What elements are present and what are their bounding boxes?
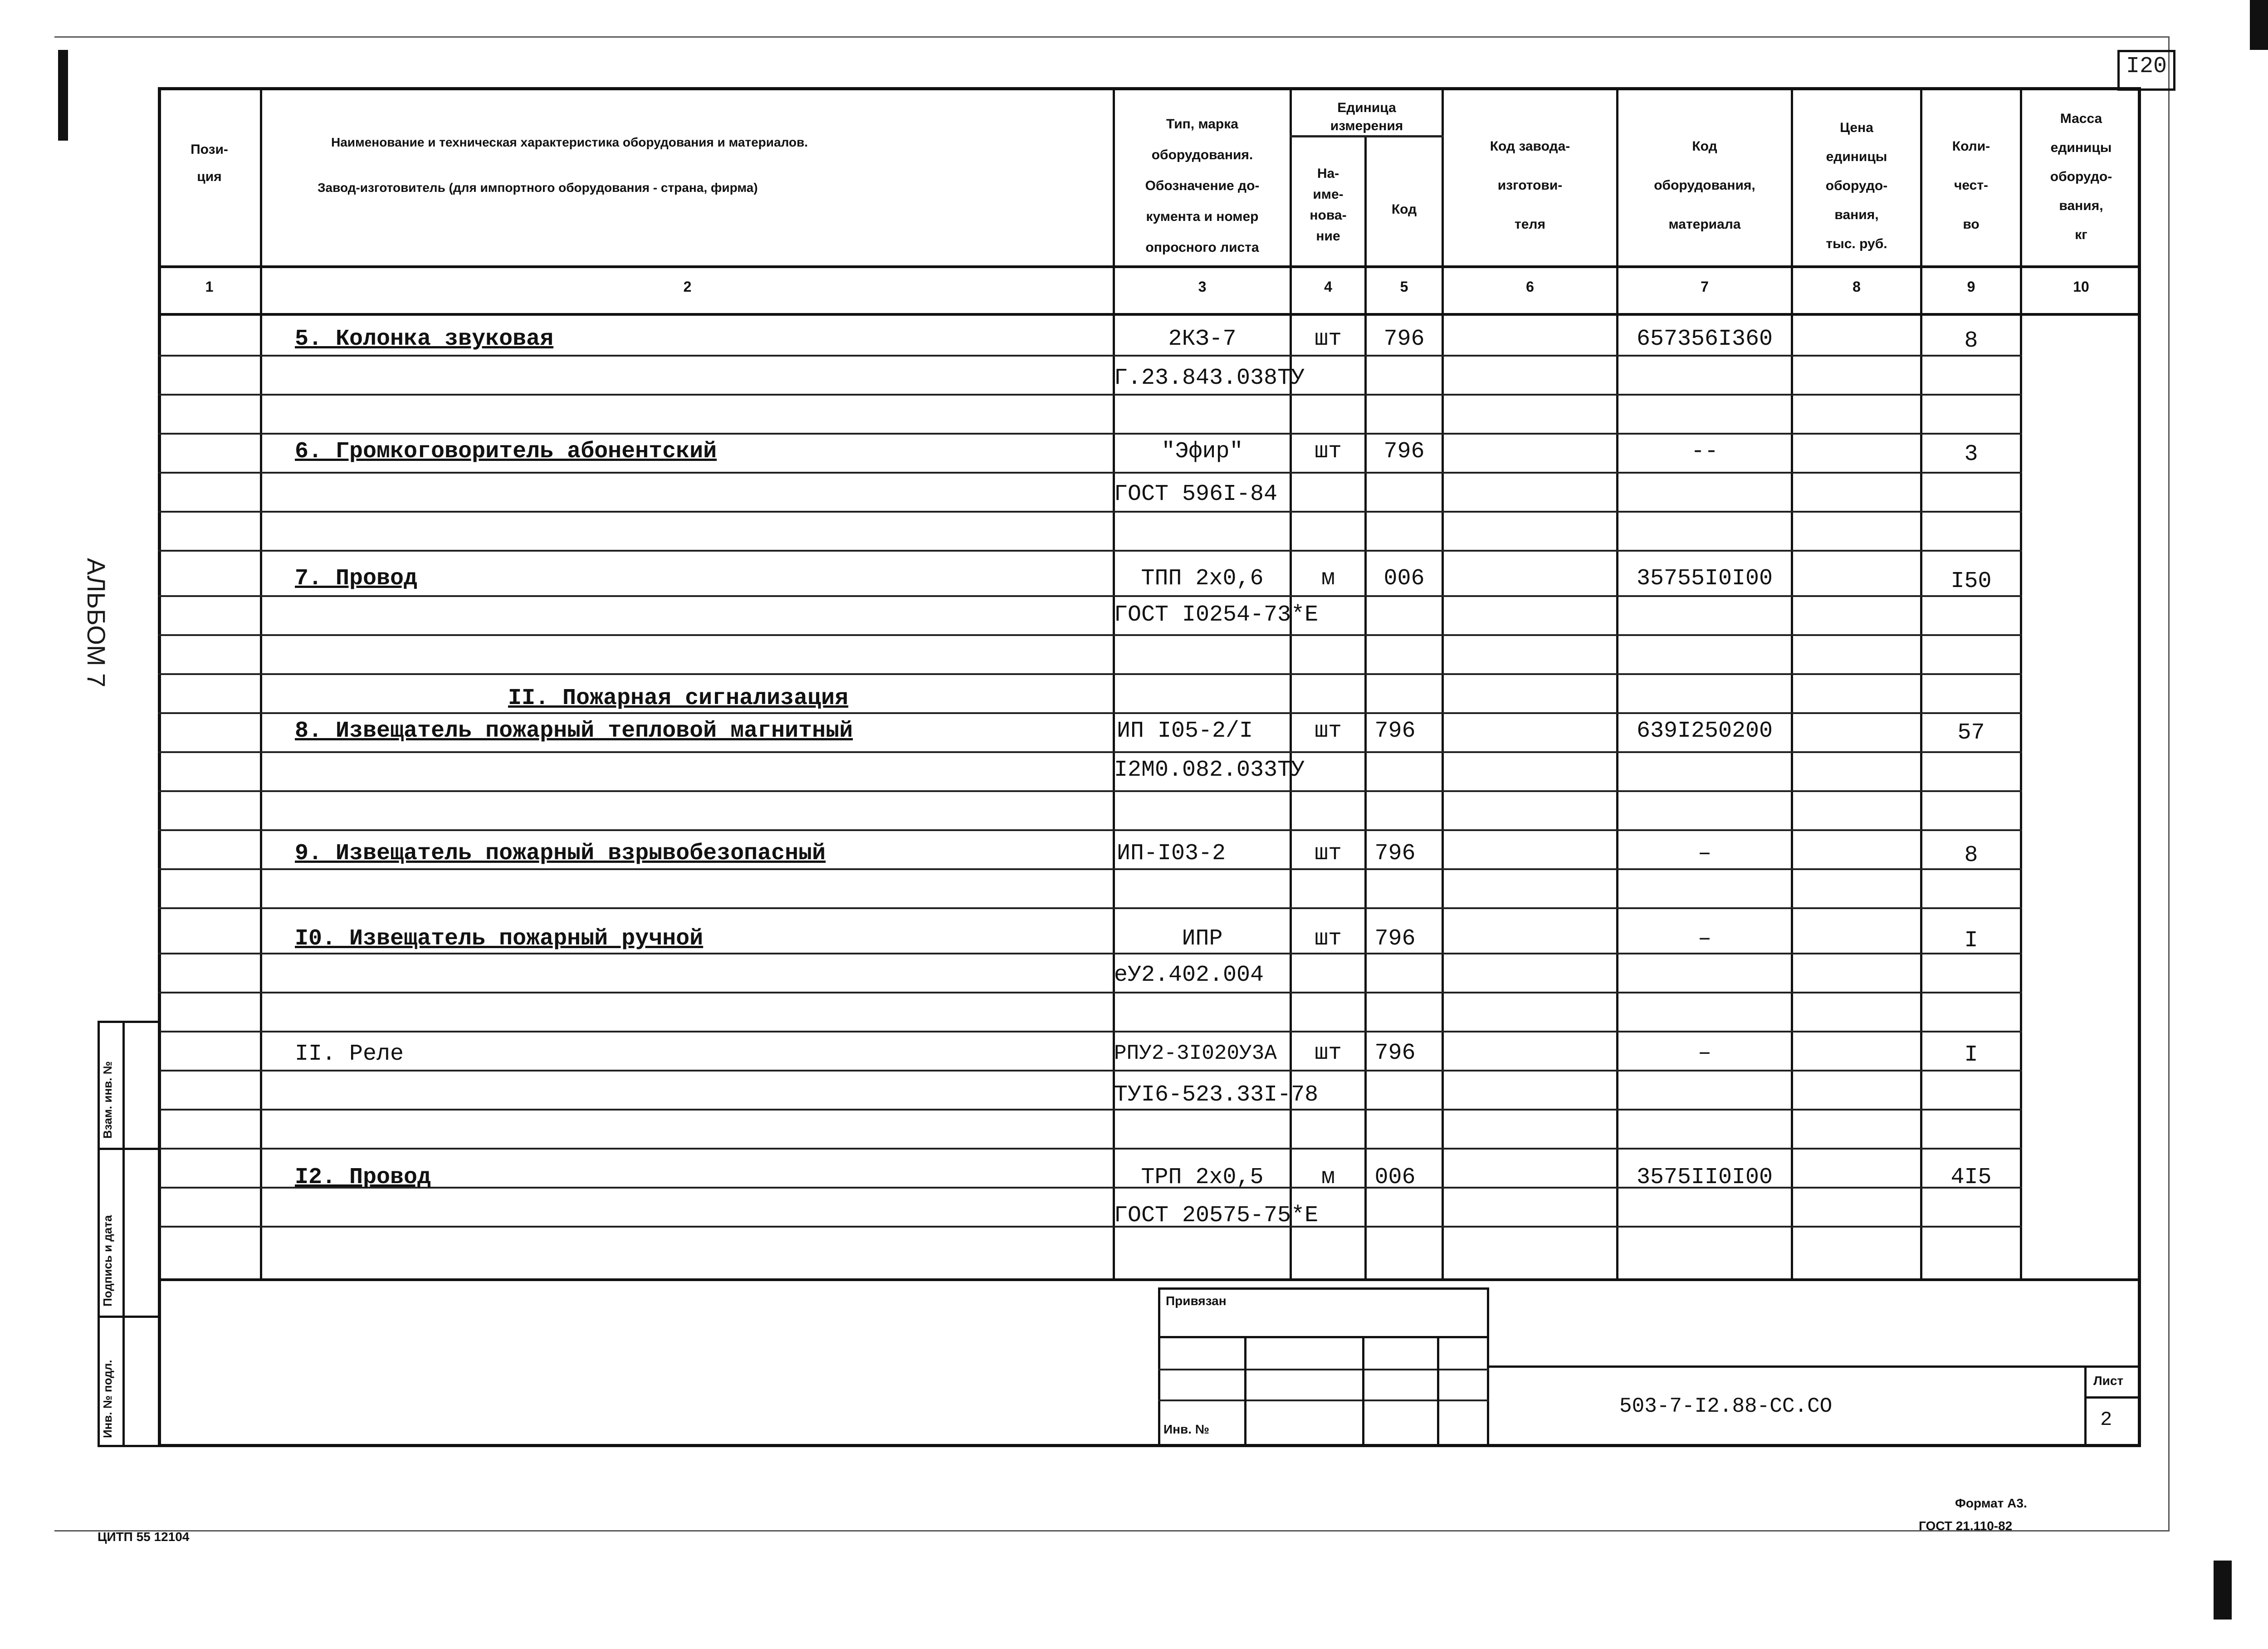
row12-code: 006	[1374, 1165, 1416, 1190]
colnum-8: 8	[1853, 279, 1861, 295]
footer-gost: ГОСТ 21.110-82	[1919, 1519, 2013, 1533]
row8-equip-code: 639I250200	[1636, 718, 1773, 744]
row11-unit: шт	[1314, 1040, 1342, 1066]
doc-code: 503-7-I2.88-СС.СО	[1619, 1395, 1833, 1418]
row10-qty: I	[1964, 928, 1978, 954]
colnum-4: 4	[1324, 279, 1332, 295]
row10-code: 796	[1374, 926, 1416, 952]
row6-equip-code: --	[1691, 439, 1718, 465]
footer-format: Формат А3.	[1955, 1496, 2027, 1510]
row7-equip-code: 35755I0I00	[1636, 566, 1773, 592]
row7-qty: I50	[1950, 568, 1992, 594]
row5-unit: шт	[1314, 326, 1342, 352]
row8-qty: 57	[1957, 720, 1985, 746]
colnum-1: 1	[205, 279, 214, 295]
row10-name: I0. Извещатель пожарный ручной	[295, 926, 704, 952]
row6-type1: "Эфир"	[1161, 439, 1243, 465]
header-col4-5-group: Единица измерения	[1330, 100, 1403, 133]
row11-equip-code: –	[1697, 1040, 1711, 1066]
row6-code: 796	[1383, 439, 1425, 465]
row9-type1: ИП-I03-2	[1117, 841, 1226, 866]
row11-qty: I	[1964, 1042, 1978, 1068]
row10-type2: еУ2.402.004	[1114, 962, 1264, 988]
row8-type2: I2М0.082.033ТУ	[1114, 757, 1305, 783]
header-col6: Код завода- изготови- теля	[1490, 139, 1570, 232]
colnum-10: 10	[2073, 279, 2089, 295]
colnum-7: 7	[1701, 279, 1709, 295]
row9-code: 796	[1374, 841, 1416, 866]
side-stamp-podpis: Подпись и дата	[101, 1215, 114, 1306]
header-col9: Коли- чест- во	[1952, 139, 1990, 232]
row5-name: 5. Колонка звуковая	[295, 326, 554, 352]
row5-type1: 2КЗ-7	[1168, 326, 1237, 352]
row10-unit: шт	[1314, 926, 1342, 952]
side-stamp-inv-podl: Инв. № подл.	[101, 1360, 114, 1438]
row8-code: 796	[1374, 718, 1416, 744]
row9-equip-code: –	[1697, 841, 1711, 866]
row11-code: 796	[1374, 1040, 1416, 1066]
row12-unit: м	[1321, 1165, 1335, 1190]
scan-mark-top-right	[2250, 0, 2268, 50]
row5-type2: Г.23.843.038ТУ	[1114, 365, 1305, 391]
row6-type2: ГОСТ 596I-84	[1114, 481, 1278, 507]
row7-unit: м	[1321, 566, 1335, 592]
row11-name: II. Реле	[295, 1041, 404, 1067]
row12-name: I2. Провод	[295, 1165, 431, 1190]
sheet-number: 2	[2100, 1409, 2112, 1431]
sheet-label: Лист	[2093, 1374, 2124, 1388]
privyazan-label: Привязан	[1166, 1294, 1227, 1308]
row11-type1: РПУ2-3I020У3А	[1114, 1042, 1277, 1065]
row10-type1: ИПР	[1182, 926, 1223, 952]
side-stamp-vzam: Взам. инв. №	[101, 1061, 114, 1139]
row8-name: 8. Извещатель пожарный тепловой магнитный	[295, 718, 853, 744]
header-col10: Масса единицы оборудо- вания, кг	[2050, 111, 2112, 242]
page-number: I20	[2126, 54, 2167, 79]
row12-type2: ГОСТ 20575-75*Е	[1114, 1203, 1319, 1228]
scan-mark-bottom-right	[2214, 1561, 2232, 1620]
row5-equip-code: 657356I360	[1636, 326, 1773, 352]
row8-unit: шт	[1314, 718, 1342, 744]
row7-type1: ТПП 2х0,6	[1141, 566, 1264, 592]
colnum-9: 9	[1967, 279, 1975, 295]
header-col7: Код оборудования, материала	[1654, 139, 1755, 232]
header-col2-line2: Завод-изготовитель (для импортного оборудования - страна, фирма)	[318, 181, 758, 195]
header-col5: Код	[1391, 202, 1417, 217]
row7-type2: ГОСТ I0254-73*Е	[1114, 602, 1319, 628]
row12-qty: 4I5	[1950, 1165, 1992, 1190]
row6-qty: 3	[1964, 441, 1978, 467]
colnum-2: 2	[683, 279, 692, 295]
section-heading: II. Пожарная сигнализация	[508, 685, 849, 711]
colnum-6: 6	[1526, 279, 1534, 295]
row7-code: 006	[1383, 566, 1425, 592]
row6-unit: шт	[1314, 439, 1342, 465]
row6-name: 6. Громкоговоритель абонентский	[295, 439, 717, 465]
row9-name: 9. Извещатель пожарный взрывобезопасный	[295, 841, 826, 866]
row11-type2: ТУI6-523.33I-78	[1114, 1082, 1319, 1108]
header-col8: Цена единицы оборудо- вания, тыс. руб.	[1825, 120, 1888, 251]
footer-left: ЦИТП 55 12104	[98, 1530, 190, 1544]
row9-unit: шт	[1314, 841, 1342, 866]
colnum-5: 5	[1400, 279, 1408, 295]
header-col4: На- име- нова- ние	[1310, 166, 1347, 244]
row10-equip-code: –	[1697, 926, 1711, 952]
row7-name: 7. Провод	[295, 566, 418, 592]
album-label: АЛЬБОМ 7	[82, 558, 111, 688]
header-col2-line1: Наименование и техническая характеристика оборудования и материалов.	[331, 135, 808, 149]
inv-no-label: Инв. №	[1163, 1422, 1210, 1436]
row5-code: 796	[1383, 326, 1425, 352]
colnum-3: 3	[1198, 279, 1207, 295]
row12-type1: ТРП 2х0,5	[1141, 1165, 1264, 1190]
header-col1: Пози- ция	[191, 142, 228, 184]
header-col3: Тип, марка оборудования. Обозначение до- кумента и номер опросного листа	[1145, 117, 1260, 255]
row9-qty: 8	[1964, 842, 1978, 868]
row12-equip-code: 3575II0I00	[1636, 1165, 1773, 1190]
row8-type1: ИП I05-2/I	[1117, 718, 1253, 744]
row5-qty: 8	[1964, 328, 1978, 354]
